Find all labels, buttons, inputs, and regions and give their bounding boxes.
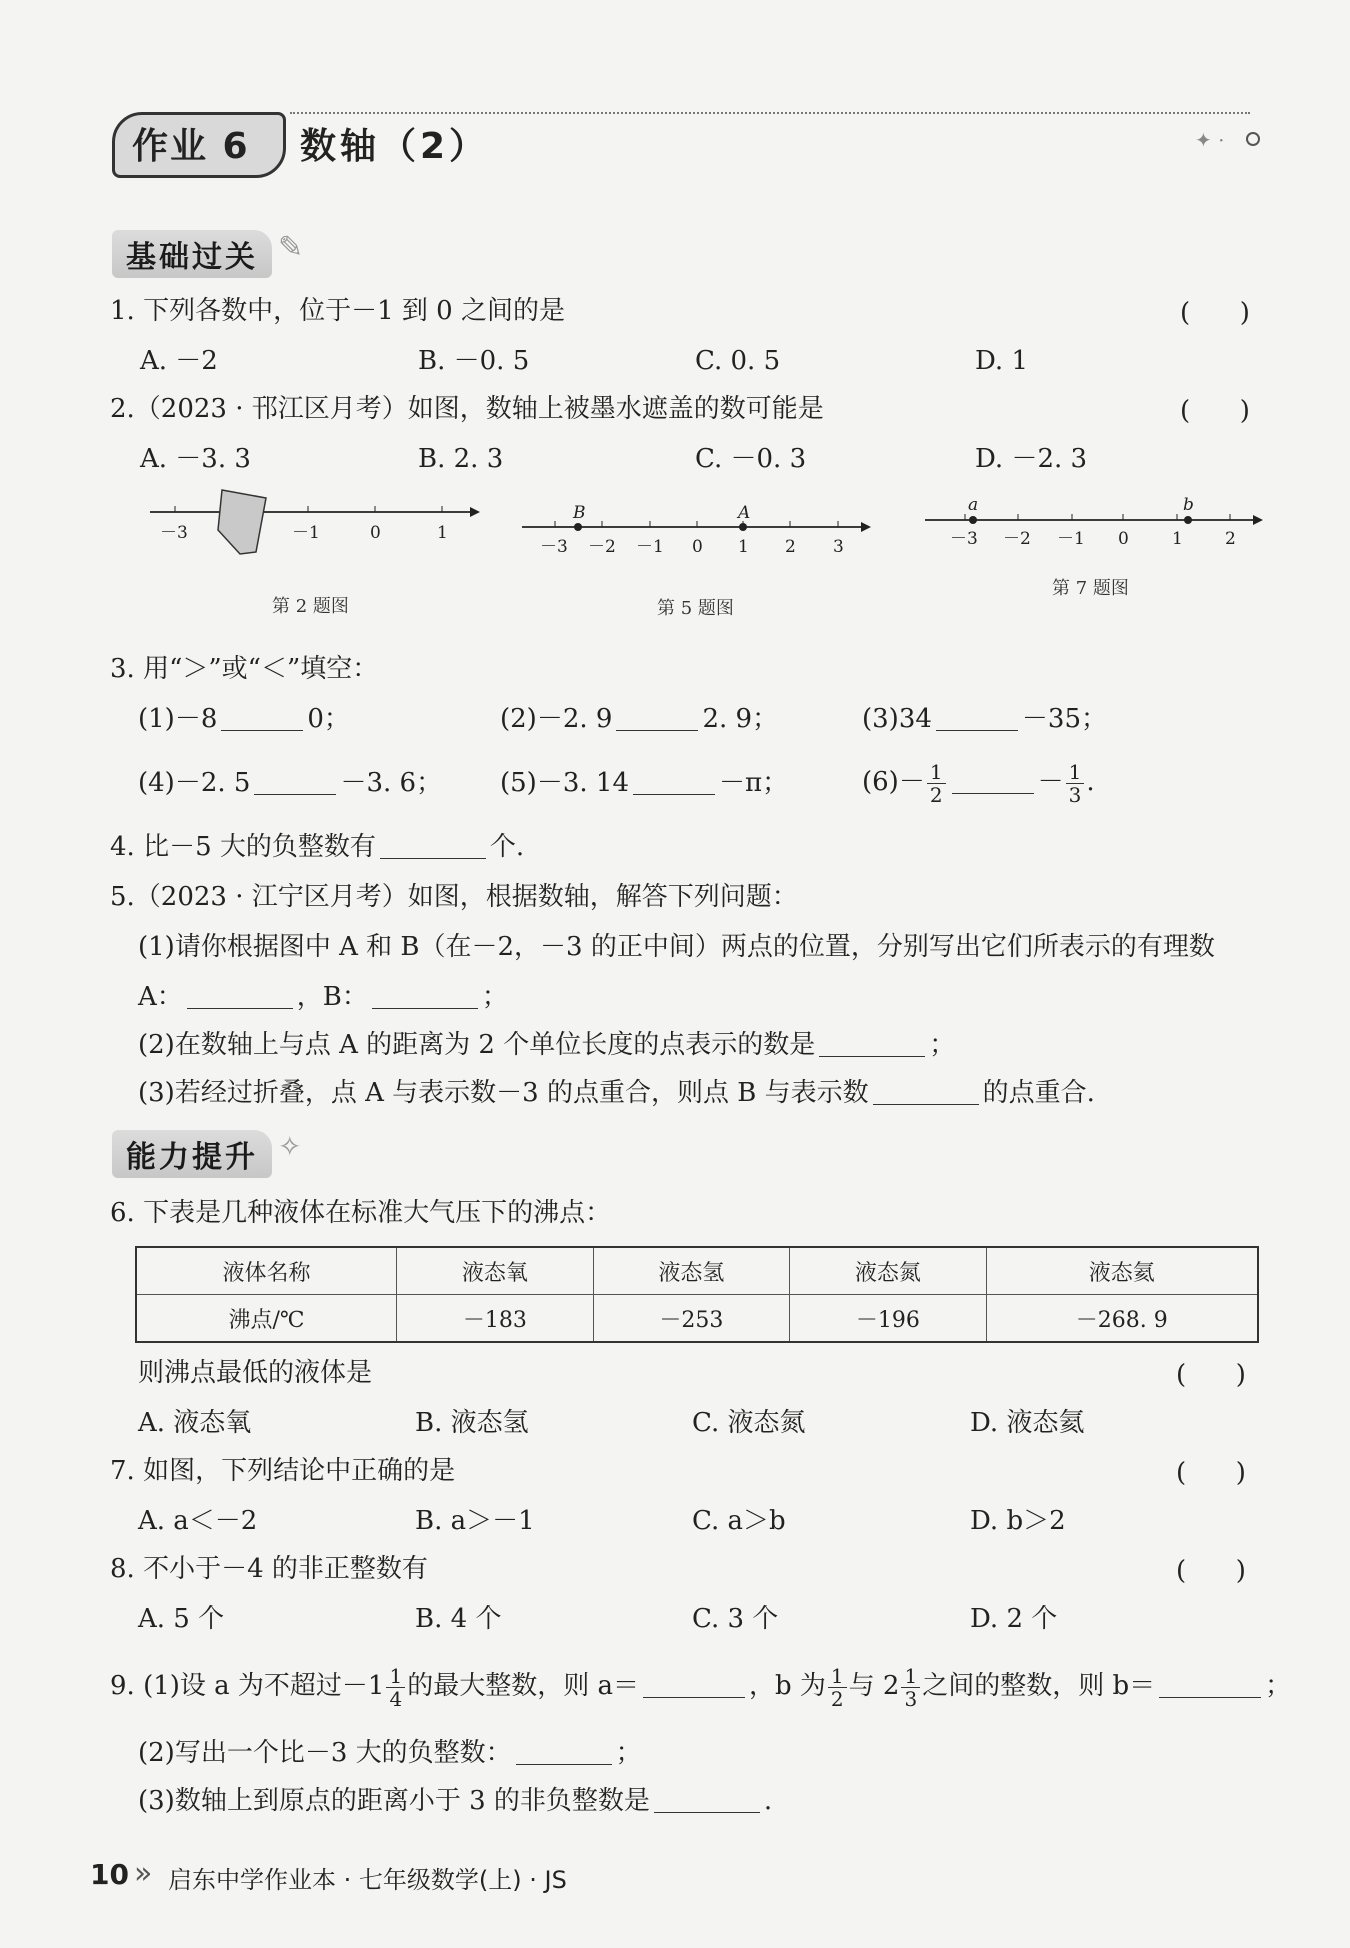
q6-answer-paren: ( )	[1176, 1360, 1246, 1390]
q5-blank-2[interactable]	[819, 1032, 925, 1057]
fig7-tick-6: 2	[1225, 529, 1236, 549]
ink-blot-icon	[218, 490, 266, 554]
q2-option-c: C. －0. 3	[695, 444, 807, 474]
q9-blank-b[interactable]	[1159, 1673, 1261, 1698]
q3-blank-3[interactable]	[936, 706, 1018, 731]
q7-stem: 7. 如图，下列结论中正确的是	[110, 1456, 456, 1486]
q3-part-1: (1)－8 0；	[138, 704, 350, 734]
page-number: 10	[90, 1858, 129, 1891]
fig5-tick-5: 1	[738, 537, 749, 557]
fig7-tick-1: －3	[950, 529, 978, 549]
fig5-tick-2: －2	[588, 537, 616, 557]
q1-option-d: D. 1	[975, 346, 1028, 376]
fig5-number-line	[522, 503, 871, 557]
q3-part-5: (5)－3. 14 －π；	[500, 768, 789, 798]
q3-fraction-1: $\frac{1}{2}$	[927, 761, 946, 806]
q9-blank-2[interactable]	[516, 1740, 612, 1765]
q5-blank-3[interactable]	[873, 1080, 979, 1105]
section-advanced: 能力提升	[112, 1130, 272, 1178]
q1-option-c: C. 0. 5	[695, 346, 781, 376]
q1-stem: 1. 下列各数中，位于－1 到 0 之间的是	[110, 296, 565, 326]
fig5-point-a	[739, 523, 747, 531]
q9-fraction-1: $\frac{1}{4}$	[386, 1665, 405, 1710]
fig7-label-a: a	[968, 495, 979, 515]
q5-part-3: (3)若经过折叠，点 A 与表示数－3 的点重合，则点 B 与表示数 的点重合.	[138, 1078, 1095, 1108]
fig7-point-a	[969, 516, 977, 524]
footer-book-title: 启东中学作业本 · 七年级数学(上) · JS	[168, 1866, 567, 1894]
q3-blank-5[interactable]	[633, 770, 715, 795]
page-title: 数轴（2）	[300, 126, 490, 167]
q9-fraction-2: $\frac{1}{2}$	[828, 1665, 847, 1710]
fig7-tick-4: 0	[1118, 529, 1129, 549]
fig5-label-b: B	[573, 503, 586, 523]
q3-part-3: (3)34 －35；	[862, 704, 1108, 734]
q3-fraction-2: $\frac{1}{3}$	[1066, 761, 1085, 806]
fig7-tick-5: 1	[1172, 529, 1183, 549]
q7-answer-paren: ( )	[1176, 1458, 1246, 1488]
sparkle-icon: ✦ ·	[1195, 128, 1225, 152]
header-dotted-rule	[290, 112, 1250, 114]
q6-option-b: B. 液态氢	[415, 1408, 529, 1438]
table-cell: －183	[397, 1295, 594, 1343]
q2-option-a: A. －3. 3	[140, 444, 251, 474]
table-cell: 液态氧	[397, 1247, 594, 1295]
fig5-label-a: A	[738, 503, 751, 523]
table-cell: 沸点/℃	[136, 1295, 397, 1343]
q1-option-b: B. －0. 5	[418, 346, 530, 376]
q6-stem: 6. 下表是几种液体在标准大气压下的沸点：	[110, 1198, 612, 1228]
fig2-tick-2: －1	[292, 523, 320, 543]
fig2-caption: 第 2 题图	[272, 596, 349, 617]
q9-part-3: (3)数轴上到原点的距离小于 3 的非负整数是 .	[138, 1786, 773, 1816]
q1-option-a: A. －2	[140, 346, 218, 376]
pencil-icon: ✎	[278, 230, 304, 265]
fig2-tick-1: －3	[160, 523, 188, 543]
q5-part-1-answers: A： ，B： ；	[138, 982, 508, 1012]
q4-blank[interactable]	[380, 834, 486, 859]
table-cell: －196	[790, 1295, 987, 1343]
q9-blank-a[interactable]	[643, 1673, 745, 1698]
q5-part-1: (1)请你根据图中 A 和 B（在－2，－3 的正中间）两点的位置，分别写出它们所表示的有理数	[138, 932, 1215, 962]
q8-option-c: C. 3 个	[692, 1604, 779, 1634]
q4-stem: 4. 比－5 大的负整数有 个.	[110, 832, 525, 862]
double-chevron-icon: »	[134, 1856, 153, 1891]
fig5-tick-4: 0	[692, 537, 703, 557]
q3-stem: 3. 用“＞”或“＜”填空：	[110, 654, 379, 684]
q7-option-c: C. a＞b	[692, 1506, 786, 1536]
q8-option-b: B. 4 个	[415, 1604, 502, 1634]
q8-stem: 8. 不小于－4 的非正整数有	[110, 1554, 428, 1584]
q3-part-2: (2)－2. 9 2. 9；	[500, 704, 779, 734]
table-cell: －253	[593, 1295, 790, 1343]
fig7-tick-2: －2	[1003, 529, 1031, 549]
stars-icon: ✧	[278, 1130, 302, 1163]
q3-blank-6[interactable]	[952, 769, 1034, 794]
table-cell: 液态氦	[986, 1247, 1258, 1295]
header-badge-text: 作业 6	[132, 126, 250, 167]
header-ring-icon	[1246, 132, 1260, 146]
table-row	[136, 1247, 1258, 1295]
table-row	[136, 1295, 1258, 1343]
table-cell: 液态氢	[593, 1247, 790, 1295]
section-basic: 基础过关	[112, 230, 272, 278]
q6-option-a: A. 液态氧	[138, 1408, 252, 1438]
fig5-tick-3: －1	[636, 537, 664, 557]
q3-blank-2[interactable]	[616, 706, 698, 731]
fig5-tick-6: 2	[785, 537, 796, 557]
q3-blank-1[interactable]	[221, 706, 303, 731]
q9-part-2: (2)写出一个比－3 大的负整数： ；	[138, 1738, 642, 1768]
table-cell: 液体名称	[136, 1247, 397, 1295]
q2-stem: 2.（2023 · 邗江区月考）如图，数轴上被墨水遮盖的数可能是	[110, 394, 824, 424]
q8-option-d: D. 2 个	[970, 1604, 1058, 1634]
q2-option-d: D. －2. 3	[975, 444, 1088, 474]
q5-blank-a[interactable]	[187, 984, 293, 1009]
q7-option-a: A. a＜－2	[138, 1506, 258, 1536]
q7-option-b: B. a＞－1	[415, 1506, 535, 1536]
q5-part-2: (2)在数轴上与点 A 的距离为 2 个单位长度的点表示的数是 ；	[138, 1030, 956, 1060]
fig7-label-b: b	[1183, 495, 1194, 515]
q9-fraction-3: $\frac{1}{3}$	[901, 1665, 920, 1710]
q9-blank-3[interactable]	[654, 1788, 760, 1813]
fig5-tick-7: 3	[833, 537, 844, 557]
q7-option-d: D. b＞2	[970, 1506, 1066, 1536]
fig2-tick-4: 1	[437, 523, 448, 543]
q5-blank-b[interactable]	[372, 984, 478, 1009]
q3-part-6: (6)－ $\frac{1}{2}$ － $\frac{1}{3}$ .	[862, 759, 1095, 807]
boiling-point-table	[135, 1246, 1259, 1343]
fig5-caption: 第 5 题图	[657, 598, 734, 619]
q1-answer-paren: ( )	[1180, 298, 1250, 328]
q3-blank-4[interactable]	[254, 770, 336, 795]
fig7-caption: 第 7 题图	[1052, 578, 1129, 599]
q5-stem: 5.（2023 · 江宁区月考）如图，根据数轴，解答下列问题：	[110, 882, 798, 912]
q8-option-a: A. 5 个	[138, 1604, 225, 1634]
q6-option-c: C. 液态氮	[692, 1408, 806, 1438]
q8-answer-paren: ( )	[1176, 1556, 1246, 1586]
q2-answer-paren: ( )	[1180, 396, 1250, 426]
q2-option-b: B. 2. 3	[418, 444, 504, 474]
q3-part-4: (4)－2. 5 －3. 6；	[138, 768, 443, 798]
fig5-point-b	[574, 523, 582, 531]
fig7-number-line	[925, 495, 1263, 549]
fig2-number-line	[150, 490, 480, 554]
q9-part-1: 9. (1)设 a 为不超过－1 $\frac{1}{4}$ 的最大整数，则 a＝ ，b 为 $\frac{1}{2}$ 与 2 $\frac{1}{3}$ 之间的整数，则 b＝ ；	[110, 1663, 1292, 1711]
fig2-tick-3: 0	[370, 523, 381, 543]
table-cell: 液态氮	[790, 1247, 987, 1295]
fig7-tick-3: －1	[1057, 529, 1085, 549]
table-cell: －268. 9	[986, 1295, 1258, 1343]
q6-option-d: D. 液态氦	[970, 1408, 1085, 1438]
fig7-point-b	[1184, 516, 1192, 524]
q6-question: 则沸点最低的液体是	[138, 1358, 373, 1388]
fig5-tick-1: －3	[540, 537, 568, 557]
